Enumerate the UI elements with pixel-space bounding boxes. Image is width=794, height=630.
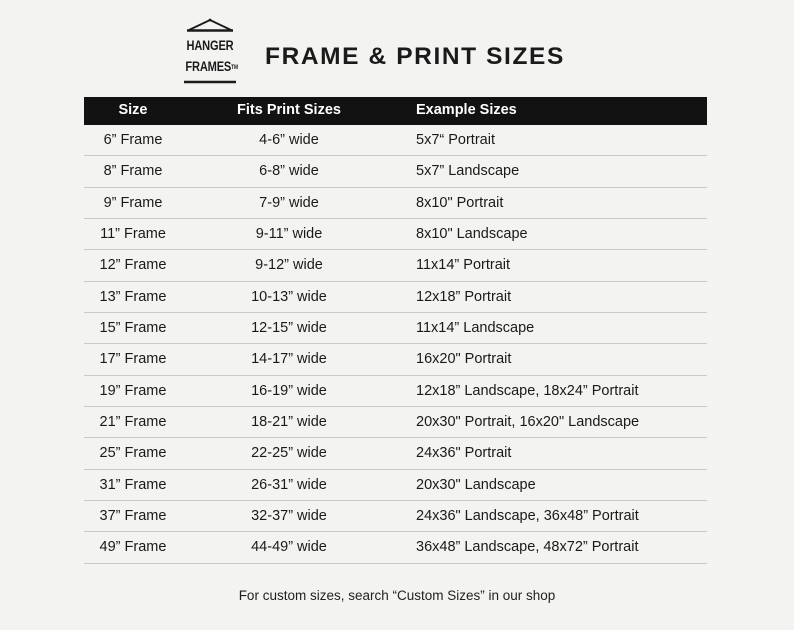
header (180, 18, 600, 84)
fits-cell: 14-17” wide (251, 351, 327, 368)
custom-sizes-note: For custom sizes, search “Custom Sizes” in our shop (238, 588, 556, 603)
size-cell: 6” Frame (103, 132, 163, 148)
fits-cell: 6-8” wide (259, 163, 319, 180)
logo-wordmark (185, 35, 238, 77)
size-cell: 21” Frame (99, 414, 167, 431)
logo-line-hanger: HANGER (186, 38, 234, 53)
table-row (84, 438, 707, 469)
table-row (84, 313, 707, 344)
size-cell: 8” Frame (103, 163, 163, 180)
logo-line-frames (185, 56, 238, 77)
fits-cell: 18-21” wide (251, 414, 327, 431)
table-row (84, 250, 707, 281)
size-cell: 25” Frame (99, 445, 167, 462)
table-row (84, 470, 707, 501)
size-cell: 11” Frame (100, 226, 166, 243)
size-cell: 37” Frame (99, 508, 167, 525)
example-cell: 11x14” Portrait (416, 257, 511, 274)
fits-cell: 10-13” wide (251, 288, 327, 305)
example-cell: 20x30" Portrait, 16x20" Landscape (416, 414, 640, 431)
table-row (84, 407, 707, 438)
size-cell: 15” Frame (99, 320, 167, 337)
size-cell: 49” Frame (99, 539, 167, 556)
table-row (84, 344, 707, 375)
page-title: FRAME & PRINT SIZES (265, 43, 565, 70)
logo-frames-text: FRAMES (185, 59, 232, 74)
table-row (84, 501, 707, 532)
size-cell: 9” Frame (103, 194, 163, 211)
example-cell: 20x30" Landscape (416, 476, 536, 493)
example-cell: 12x18” Portrait (416, 288, 512, 305)
size-cell: 19” Frame (99, 382, 167, 399)
logo-trademark: TM (231, 65, 238, 71)
example-cell: 24x36" Landscape, 36x48” Portrait (416, 508, 639, 525)
logo-bottom-rule (184, 80, 236, 84)
header-example-sizes: Example Sizes (416, 102, 517, 118)
fits-cell: 44-49” wide (251, 539, 327, 556)
size-table (84, 97, 707, 564)
table-row (84, 282, 707, 313)
example-cell: 8x10" Portrait (416, 194, 504, 211)
example-cell: 36x48” Landscape, 48x72” Portrait (416, 539, 639, 556)
table-row (84, 376, 707, 407)
fits-cell: 9-12” wide (255, 257, 323, 274)
header-fits-print-sizes: Fits Print Sizes (237, 102, 341, 118)
header-size: Size (118, 102, 148, 118)
table-body (84, 125, 707, 564)
example-cell: 11x14” Landscape (416, 320, 535, 337)
size-cell: 13” Frame (99, 288, 167, 305)
table-row (84, 532, 707, 563)
table-row (84, 125, 707, 156)
table-row (84, 219, 707, 250)
hanger-frames-logo (180, 18, 244, 84)
example-cell: 12x18” Landscape, 18x24” Portrait (416, 382, 639, 399)
table-header (84, 97, 707, 125)
fits-cell: 7-9” wide (259, 194, 319, 211)
example-cell: 8x10" Landscape (416, 226, 528, 243)
size-cell: 12” Frame (99, 257, 167, 274)
fits-cell: 9-11” wide (255, 226, 323, 243)
example-cell: 24x36" Portrait (416, 445, 512, 462)
fits-cell: 32-37” wide (251, 508, 327, 525)
table-row (84, 188, 707, 219)
fits-cell: 12-15” wide (251, 320, 327, 337)
fits-cell: 4-6” wide (259, 132, 319, 148)
fits-cell: 26-31” wide (251, 476, 327, 493)
fits-cell: 16-19” wide (251, 382, 327, 399)
fits-cell: 22-25” wide (251, 445, 327, 462)
table-row (84, 156, 707, 187)
example-cell: 5x7” Landscape (416, 163, 520, 180)
example-cell: 5x7“ Portrait (416, 132, 495, 148)
size-cell: 17” Frame (99, 351, 167, 368)
hanger-icon (187, 18, 233, 32)
size-cell: 31” Frame (99, 476, 167, 493)
example-cell: 16x20" Portrait (416, 351, 512, 368)
